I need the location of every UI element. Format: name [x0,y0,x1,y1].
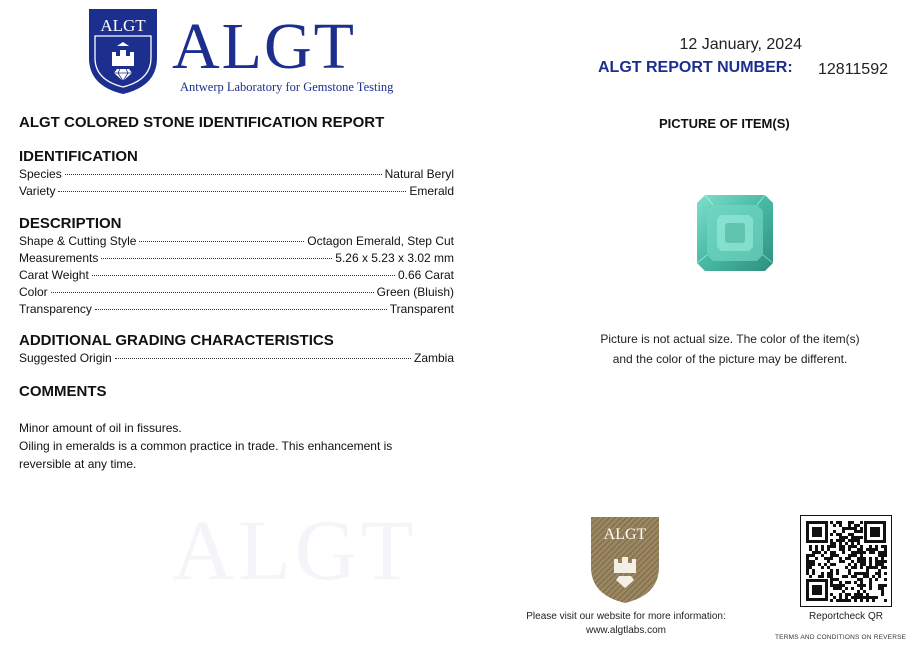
leader-dots [51,292,374,293]
row-variety [19,184,454,200]
terms-notice: TERMS AND CONDITIONS ON REVERSE [775,634,907,641]
website-info-line: Please visit our website for more information: [526,611,726,622]
row-species [19,167,454,183]
leader-dots [101,258,332,259]
row-value: Octagon Emerald, Step Cut [307,234,454,248]
picture-title: PICTURE OF ITEM(S) [659,116,790,131]
algt-shield-logo [86,6,160,96]
leader-dots [92,275,395,276]
algt-watermark: ALGT [172,502,418,598]
picture-note-line: Picture is not actual size. The color of the item(s) [600,332,860,346]
row-label: Transparency [19,302,92,316]
algt-seal-hologram [589,515,661,605]
shield-brand-text: ALGT [100,16,146,35]
row-color [19,285,454,301]
row-label: Measurements [19,251,99,265]
comments-heading: COMMENTS [19,383,107,400]
leader-dots [58,191,406,192]
leader-dots [65,174,382,175]
report-title: ALGT COLORED STONE IDENTIFICATION REPORT [19,114,385,131]
report-number-label: ALGT REPORT NUMBER: [598,59,793,76]
leader-dots [139,241,304,242]
leader-dots [115,358,411,359]
row-value: Transparent [389,302,454,316]
row-value: Natural Beryl [384,167,454,181]
qr-label: Reportcheck QR [809,611,883,622]
website-link[interactable]: www.algtlabs.com [585,625,667,636]
additional-grading-heading: ADDITIONAL GRADING CHARACTERISTICS [19,332,334,349]
website-info [500,610,752,638]
row-label: Variety [19,184,56,198]
brand-subtitle: Antwerp Laboratory for Gemstone Testing [180,80,394,94]
row-shape [19,234,454,250]
row-value: 0.66 Carat [397,268,454,282]
row-value: Green (Bluish) [376,285,454,299]
row-value: 5.26 x 5.23 x 3.02 mm [335,251,454,265]
row-label: Carat Weight [19,268,89,282]
row-label: Shape & Cutting Style [19,234,137,248]
reportcheck-qr-code[interactable] [800,515,892,607]
row-carat-weight [19,268,454,284]
report-number: 12811592 [818,61,888,78]
row-value: Zambia [413,351,454,365]
seal-brand-text: ALGT [603,526,647,543]
report-date: 12 January, 2024 [679,36,802,53]
row-transparency [19,302,454,318]
description-heading: DESCRIPTION [19,215,122,232]
emerald-gem-image [695,193,775,273]
row-value: Emerald [409,184,454,198]
row-label: Species [19,167,62,181]
identification-heading: IDENTIFICATION [19,148,138,165]
picture-note-line: and the color of the picture may be different. [612,352,848,366]
comment-line: Oiling in emeralds is a common practice in trade. This enhancement is [19,439,393,453]
brand-wordmark: ALGT [172,10,356,83]
comment-line: Minor amount of oil in fissures. [19,421,182,435]
leader-dots [95,309,387,310]
row-label: Color [19,285,48,299]
comment-line: reversible at any time. [19,457,137,471]
row-label: Suggested Origin [19,351,112,365]
row-measurements [19,251,454,267]
row-suggested-origin [19,351,454,367]
